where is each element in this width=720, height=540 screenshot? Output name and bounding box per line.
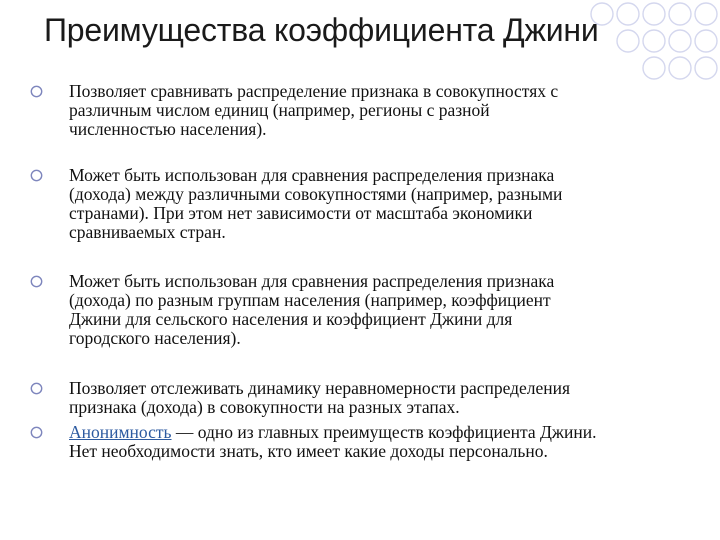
bullet-line: (дохода) по разным группам населения (например, коэффициент (69, 290, 551, 310)
deco-circle (643, 57, 665, 79)
bullet-line: Может быть использован для сравнения распределения признака (69, 271, 555, 291)
deco-circle (695, 30, 717, 52)
bullet-item (30, 379, 700, 417)
bullet-item (30, 82, 700, 139)
bullet-line: Джини для сельского населения и коэффициент Джини для (69, 309, 513, 329)
bullet-line-rest: — одно из главных преимуществ коэффициента Джини. (171, 422, 597, 442)
deco-circle (695, 57, 717, 79)
bullet-item (30, 423, 700, 461)
bullet-item (30, 272, 700, 348)
bullet-line (69, 423, 709, 442)
deco-circle (643, 3, 665, 25)
bullet-text (69, 379, 709, 417)
bullet-line: Нет необходимости знать, кто имеет какие доходы персонально. (69, 441, 548, 461)
bullet-line: странами). При этом нет зависимости от масштаба экономики (69, 203, 533, 223)
bullet-line: сравниваемых стран. (69, 222, 226, 242)
bullet-line: признака (дохода) в совокупности на разных этапах. (69, 397, 460, 417)
deco-circle (669, 30, 691, 52)
deco-circle (643, 30, 665, 52)
bullet-line: Может быть использован для сравнения распределения признака (69, 165, 555, 185)
bullet-item (30, 166, 700, 242)
bullet-text (69, 166, 709, 242)
bullet-text (69, 272, 709, 348)
bullet-text (69, 423, 709, 461)
deco-circle (617, 3, 639, 25)
bullet-line: (дохода) между различными совокупностями (например, разными (69, 184, 563, 204)
bullet-circle-icon (30, 382, 43, 395)
bullet-line: различным числом единиц (например, регионы с разной (69, 100, 490, 120)
bullet-line: численностью населения). (69, 119, 267, 139)
bullet-circle-icon (30, 426, 43, 439)
bullet-circle-icon (30, 169, 43, 182)
bullet-line: городского населения). (69, 328, 241, 348)
bullet-text (69, 82, 709, 139)
bullet-line: Позволяет отслеживать динамику неравномерности распределения (69, 378, 571, 398)
bullet-circle-icon (30, 85, 43, 98)
deco-circle (669, 57, 691, 79)
deco-circle (669, 3, 691, 25)
bullet-circle-icon (30, 275, 43, 288)
slide-title: Преимущества коэффициента Джини (44, 12, 599, 48)
bullet-line: Позволяет сравнивать распределение признака в совокупностях с (69, 81, 559, 101)
anonymity-link[interactable]: Анонимность (69, 422, 172, 442)
deco-circle (695, 3, 717, 25)
deco-circle (617, 30, 639, 52)
